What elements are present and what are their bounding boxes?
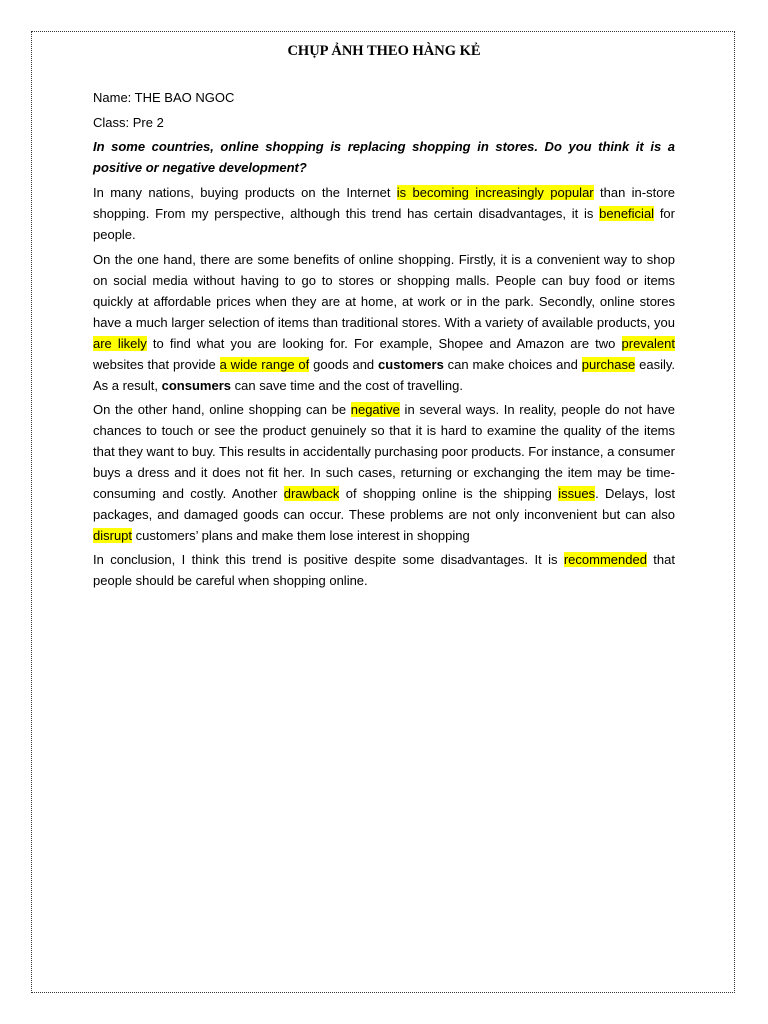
text-run: . Delays, lost packages, and damaged goods can occur. These problems are not only inconvenient but can also (93, 486, 675, 522)
highlighted-phrase: are likely (93, 336, 147, 351)
text-run: can make choices and (443, 357, 582, 372)
highlighted-phrase: issues (558, 486, 596, 501)
essay-question: In some countries, online shopping is replacing shopping in stores. Do you think it is a positive or negative development? (93, 139, 675, 175)
text-run: in several ways. In reality, people do not have chances to touch or see the product genuinely so that it is hard to examine the quality of the items that they want to buy. This results in accidentally purchasing poor products. For instance, a consumer buys a dress and it does not fit her. In such cases, returning or exchanging the item may be time-consuming and costly. Another (93, 402, 675, 501)
paragraph-intro (93, 182, 675, 245)
text-run: to find what you are looking for. For example, Shopee and Amazon are two (146, 336, 622, 351)
highlighted-phrase: disrupt (93, 528, 133, 543)
text-run: that people should be careful when shopping online. (93, 552, 675, 588)
paragraph-benefits (93, 249, 675, 396)
bold-word: customers (378, 357, 444, 372)
highlighted-phrase: is becoming increasingly popular (396, 185, 594, 200)
text-run: websites that provide (93, 357, 220, 372)
paragraph-drawbacks (93, 399, 675, 546)
text-run: can save time and the cost of travelling. (231, 378, 463, 393)
class-line: Class: Pre 2 (93, 115, 164, 130)
highlighted-phrase: purchase (581, 357, 636, 372)
text-run: goods and (309, 357, 379, 372)
highlighted-phrase: prevalent (621, 336, 675, 351)
text-run: than in-store shopping. From my perspective, although this trend has certain disadvantages, it is (93, 185, 676, 221)
text-run: In conclusion, I think this trend is positive despite some disadvantages. It is (93, 552, 564, 567)
text-run: In many nations, buying products on the Internet (93, 185, 397, 200)
document-title: CHỤP ẢNH THEO HÀNG KẺ (287, 43, 481, 59)
paragraph-conclusion (93, 549, 675, 591)
text-run: for people. (93, 206, 675, 242)
bold-word: consumers (161, 378, 232, 393)
name-line: Name: THE BAO NGOC (93, 90, 235, 105)
text-run: easily. As a result, (93, 357, 676, 393)
highlighted-phrase: drawback (283, 486, 340, 501)
text-run: On the other hand, online shopping can be (93, 402, 351, 417)
text-run: of shopping online is the shipping (339, 486, 559, 501)
highlighted-phrase: negative (350, 402, 400, 417)
highlighted-phrase: a wide range of (219, 357, 310, 372)
text-run: customers’ plans and make them lose interest in shopping (132, 528, 470, 543)
highlighted-phrase: beneficial (599, 206, 655, 221)
highlighted-phrase: recommended (563, 552, 647, 567)
text-run: On the one hand, there are some benefits of online shopping. Firstly, it is a convenient way to shop on social media without having to go to stores or shopping malls. People can buy food or items quickly at affordable prices when they are at home, at work or in the park. Secondly, online stores have a much larger selection of items than traditional stores. With a variety of available products, you (93, 252, 675, 330)
